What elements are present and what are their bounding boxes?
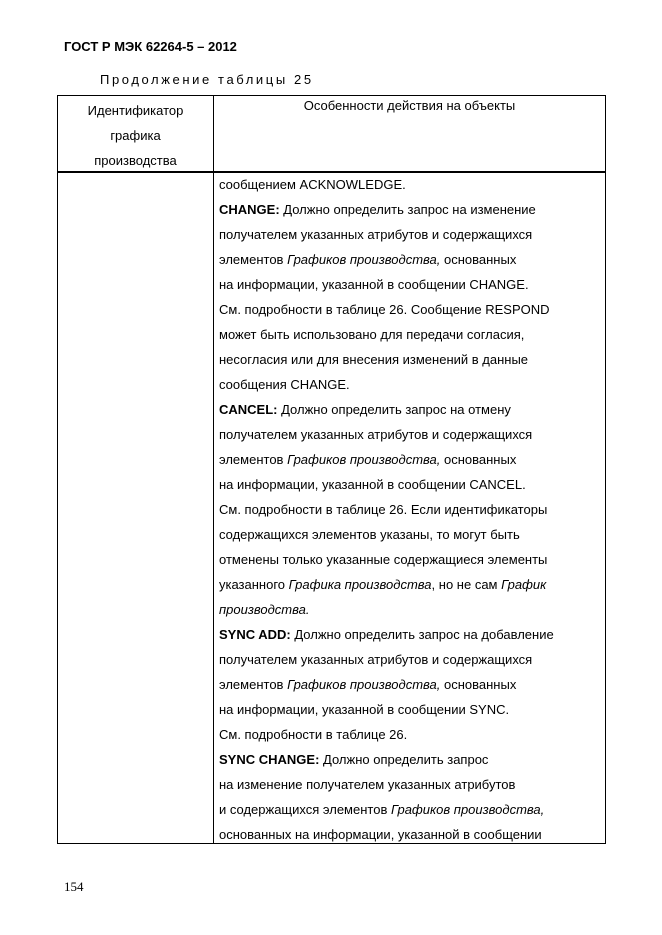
text-segment: получателем указанных атрибутов и содержащихся [219,427,533,442]
text-segment: производства. [219,602,310,617]
text-segment: См. подробности в таблице 26. Если идентификаторы [219,502,548,517]
text-segment: элементов [219,252,288,267]
text-segment: См. подробности в таблице 26. [219,727,408,742]
text-line [219,672,599,697]
text-line [219,797,599,822]
text-line [219,697,599,722]
text-segment: Графика производства [288,577,432,592]
data-table [57,95,606,844]
text-line [219,472,599,497]
text-segment: CHANGE: [219,202,280,217]
text-line [219,347,599,372]
column-header-identifier-line: производства [94,153,177,168]
document-code: ГОСТ Р МЭК 62264-5 – 2012 [64,39,237,54]
text-line [219,722,599,747]
text-segment: Графиков производства, [287,452,441,467]
text-segment: на информации, указанной в сообщении CHANGE. [219,277,529,292]
text-line [219,822,599,847]
text-segment: несогласия или для внесения изменений в данные [219,352,529,367]
text-segment: на информации, указанной в сообщении SYNC. [219,702,510,717]
text-segment: получателем указанных атрибутов и содержащихся [219,652,533,667]
text-line [219,747,599,772]
column-header-identifier [58,98,213,173]
text-line [219,222,599,247]
text-line [219,322,599,347]
text-segment: основанных на информации, указанной в сообщении [219,827,542,842]
text-segment: указанного [219,577,289,592]
text-segment: содержащихся элементов указаны, то могут быть [219,527,520,542]
text-segment: основанных [440,677,517,692]
text-segment: элементов [219,677,288,692]
text-segment: основанных [440,452,517,467]
text-segment: См. подробности в таблице 26. Сообщение RESPOND [219,302,550,317]
text-line [219,772,599,797]
text-line [219,372,599,397]
text-segment: получателем указанных атрибутов и содержащихся [219,227,533,242]
text-line [219,547,599,572]
column-divider [213,96,214,843]
text-line [219,422,599,447]
table-continuation-caption: Продолжение таблицы 25 [100,72,314,87]
text-line [219,572,599,597]
text-segment: Графиков производства, [287,677,441,692]
text-segment: на информации, указанной в сообщении CANCEL. [219,477,526,492]
text-segment: и содержащихся элементов [219,802,391,817]
text-segment: Должно определить запрос на добавление [290,627,554,642]
text-segment: отменены только указанные содержащиеся элементы [219,552,548,567]
text-line [219,397,599,422]
text-segment: Должно определить запрос [319,752,489,767]
text-segment: Графиков производства, [390,802,545,817]
text-segment: элементов [219,452,288,467]
text-line [219,647,599,672]
text-line [219,447,599,472]
text-segment: основанных [440,252,517,267]
text-line [219,197,599,222]
text-segment: Графиков производства, [287,252,441,267]
text-line [219,522,599,547]
text-segment: SYNC CHANGE: [219,752,320,767]
column-header-identifier-line: Идентификатор [87,103,184,118]
text-line [219,297,599,322]
text-segment: может быть использовано для передачи согласия, [219,327,525,342]
column-header-features: Особенности действия на объекты [303,98,516,113]
text-segment: , но не сам [431,577,502,592]
text-segment: SYNC ADD: [219,627,291,642]
text-segment: сообщения CHANGE. [219,377,350,392]
column-header-identifier-line: графика [110,128,161,143]
text-segment: сообщением ACKNOWLEDGE. [219,177,406,192]
table-cell-features [219,172,599,847]
page-number: 154 [64,879,84,894]
text-line [219,272,599,297]
text-segment: Должно определить запрос на изменение [279,202,536,217]
text-segment: на изменение получателем указанных атрибутов [219,777,516,792]
text-segment: Должно определить запрос на отмену [277,402,511,417]
text-line [219,172,599,197]
text-line [219,247,599,272]
text-line [219,497,599,522]
text-line [219,597,599,622]
text-segment: CANCEL: [219,402,278,417]
text-line [219,622,599,647]
text-segment: График [501,577,547,592]
